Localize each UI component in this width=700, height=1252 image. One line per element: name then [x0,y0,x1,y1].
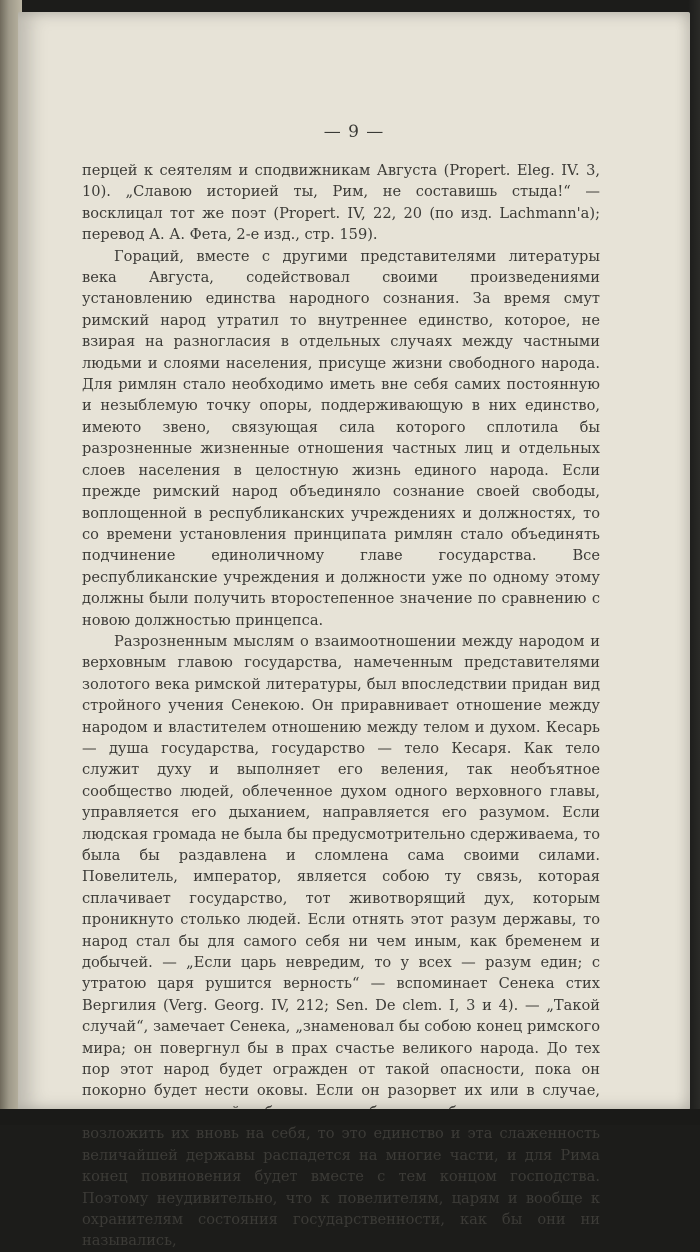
paragraph-horace: Гораций, вместе с другими представителями литературы века Августа, содействовал своими произведениями установлению единства народного сознания. За время смут римский народ утратил то внутреннее единство, которое, не взирая на разногласия в отдельных случаях между частными людьми и слоями населения, присуще жизни свободного народа. Для римлян стало необходимо иметь вне себя самих постоянную и незыблемую точку опоры, поддерживающую в них единство, имеюто звено, связующая сила которого сплотила бы разрозненные жизненные отношения частных лиц и отдельных слоев населения в целостную жизнь единого народа. Если прежде римский народ объединяло сознание своей свободы, воплощенной в республиканских учреждениях и должностях, то со времени установления принципата римлян стало объединять подчинение единоличному главе государства. Все республиканские учреждения и должности уже по одному этому должны были получить второстепенное значение по сравнению с новою должностью принцепса. [82,247,600,629]
paragraph-seneca: Разрозненным мыслям о взаимоотношении между народом и верховным главою государства, намеченным представителями золотого века римской литературы, был впоследствии придан вид стройного учения Сенекою. Он приравнивает отношение между народом и властителем отношению между телом и духом. Кесарь — душа государства, государство — тело Кесаря. Как тело служит духу и выполняет его веления, так необъятное сообщество людей, облеченное духом одного верховного главы, управляется его дыханием, направляется его разумом. Если людская громада не была бы предусмотрительно сдерживаема, то была бы раздавлена и сломлена сама своими силами. Повелитель, император, является собою ту связь, которая сплачивает государство, тот животворящий дух, которым проникнуто столько людей. Если отнять этот разум державы, то народ стал бы для самого себя ни чем иным, как бременем и добычей. — „Если царь невредим, то у всех — разум един; с утратою царя рушится верность“ — вспоминает Сенека стих Вергилия (Verg. Georg. IV, 212; Sen. De clem. I, 3 и 4). — „Такой случай“, замечает Сенека, „знаменовал бы собою конец римского мира; он повергнул бы в прах счастье великого народа. До тех пор этот народ будет огражден от такой опасности, пока он покорно будет нести оковы. Если он разорвет их или в случае, возложить их вновь на себя, то это единство и эта слаженность величайшей державы распадется на многие части, и для Рима конец повиновения будет вместе с тем концом господства. Поэтому неудивительно, что к повелителям, царям и вообще к охранителям состояния государственности, как бы они ни назывались, [82,632,600,1250]
book-page [18,12,690,1250]
page-text [82,160,600,1252]
paragraph-continuation: перцей к сеятелям и сподвижникам Августа (Propert. Eleg. IV. 3, 10). „Славою историей ты, Рим, не составишь стыда!“ — восклицал тот же поэт (Propert. IV, 22, 20 (по изд. Lachmann'a); перевод А. А. Фета, 2-е изд., стр. 159). [82,162,600,244]
page-number: — 9 — [323,122,385,142]
bottom-shadow [0,1109,700,1125]
